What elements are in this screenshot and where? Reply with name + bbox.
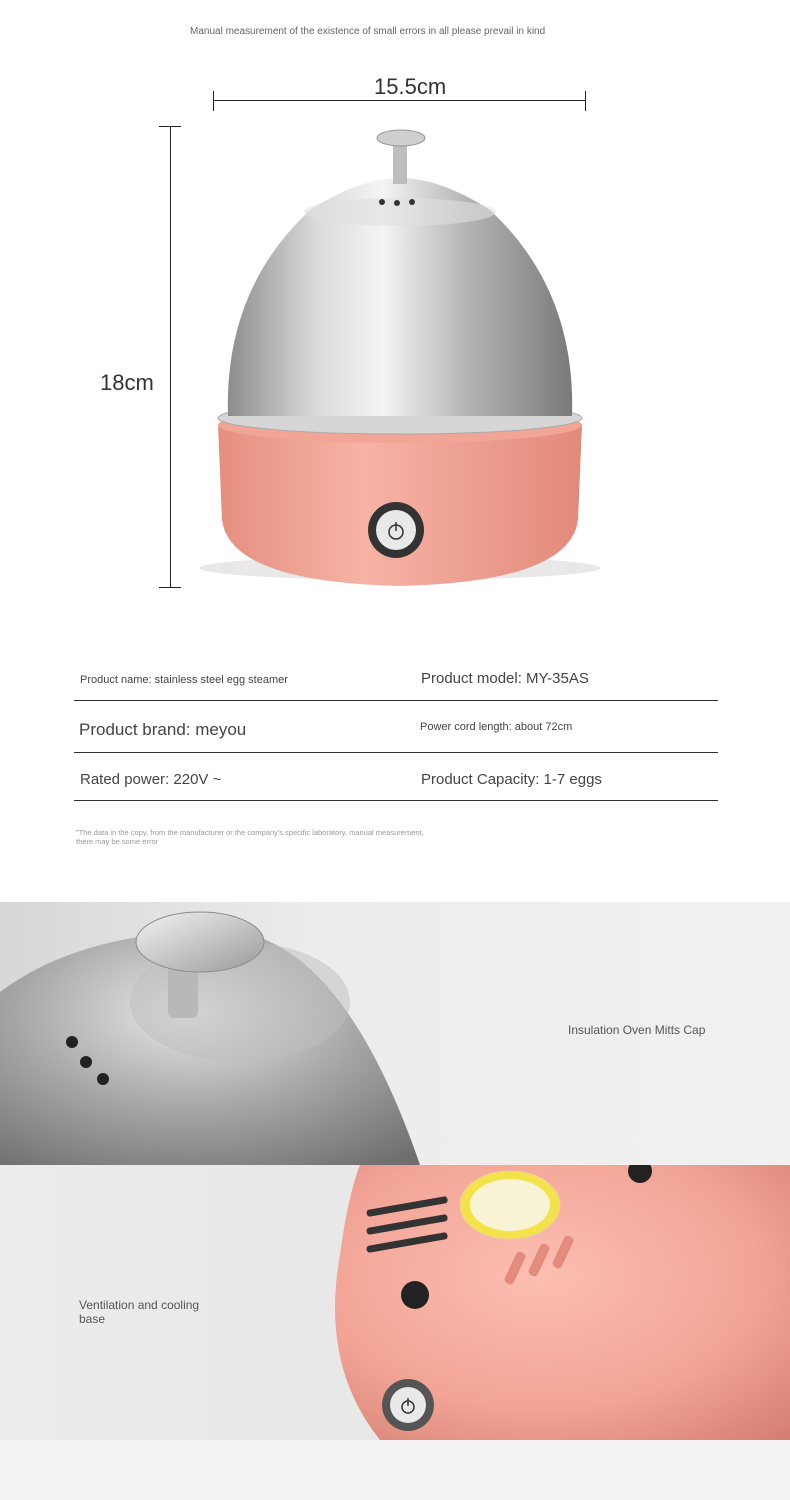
height-dimension-line — [170, 126, 171, 588]
egg-steamer-image — [200, 120, 620, 600]
steel-cap-closeup-image — [0, 902, 440, 1165]
width-dimension-cap-left — [213, 91, 214, 111]
spec-divider — [74, 752, 718, 753]
height-label: 18cm — [100, 370, 154, 395]
measurement-note: Manual measurement of the existence of small errors in all please prevail in kind — [190, 26, 546, 37]
spec-rated-power: Rated power: 220V ~ — [80, 771, 222, 788]
cap-feature-label: Insulation Oven Mitts Cap — [568, 1023, 706, 1037]
spec-product-brand: Product brand: meyou — [79, 720, 247, 739]
width-dimension-cap-right — [585, 91, 586, 111]
spec-cord-length: Power cord length: about 72cm — [420, 721, 573, 733]
feature-base-panel — [0, 1165, 790, 1440]
pink-base-closeup-image — [320, 1165, 790, 1440]
height-dimension-cap-top — [159, 126, 181, 127]
height-dimension-cap-bottom — [159, 587, 181, 588]
spec-capacity: Product Capacity: 1-7 eggs — [421, 771, 602, 788]
width-label: 15.5cm — [374, 74, 447, 99]
bottom-spacer — [0, 1440, 790, 1500]
spec-product-model: Product model: MY-35AS — [421, 670, 589, 687]
base-feature-label — [79, 1298, 199, 1326]
base-feature-label-line2: base — [79, 1312, 106, 1326]
feature-cap-panel — [0, 902, 790, 1165]
spec-product-name: Product name: stainless steel egg steamer — [80, 674, 288, 686]
spec-divider — [74, 700, 718, 701]
spec-divider — [74, 800, 718, 801]
data-footnote: "The data in the copy, from the manufacturer or the company's specific laboratory, manual measurement, there may be some error — [76, 828, 424, 846]
width-dimension-line — [213, 100, 586, 101]
base-feature-label-line1: Ventilation and cooling — [79, 1298, 200, 1312]
